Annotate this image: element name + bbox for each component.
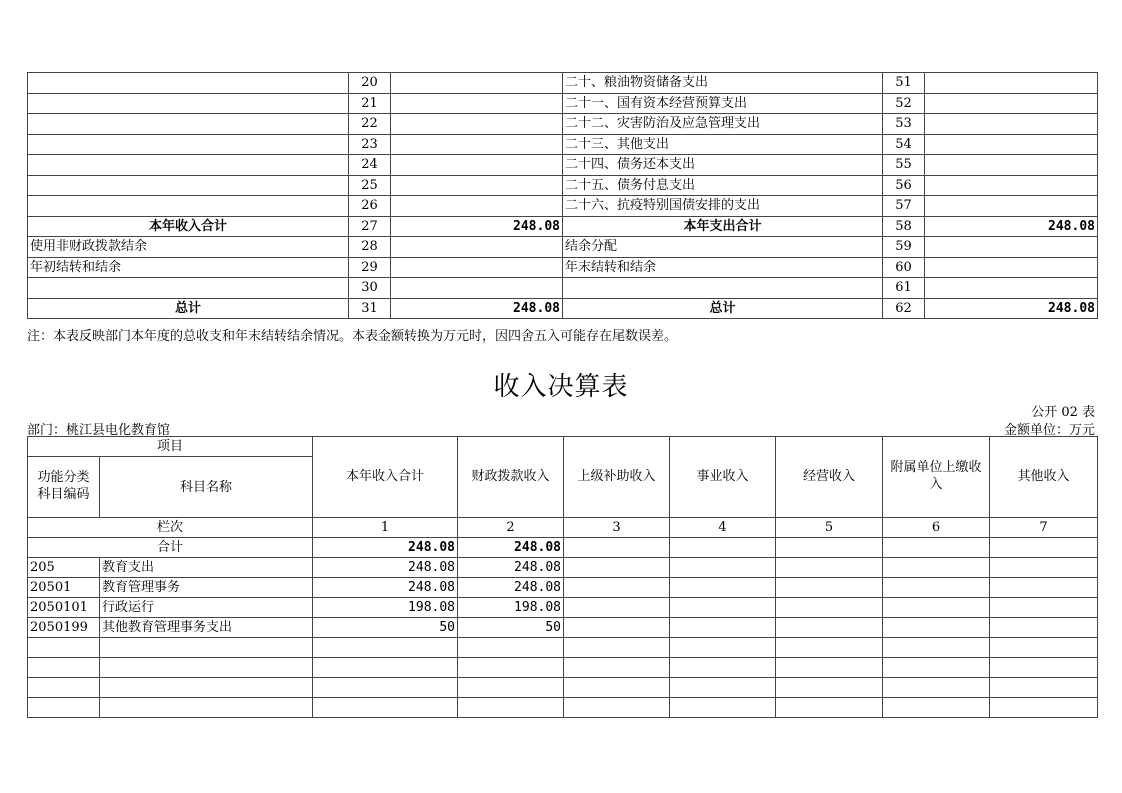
income-value [883, 618, 990, 638]
income-value [990, 658, 1098, 678]
income-value [564, 618, 670, 638]
right-item-label: 结余分配 [563, 237, 883, 258]
right-row-number: 53 [883, 114, 925, 135]
total-label: 合计 [28, 538, 313, 558]
income-value [458, 698, 564, 718]
right-item-label [563, 278, 883, 299]
income-value [776, 558, 883, 578]
summary-row [28, 134, 1098, 155]
left-item-label [28, 114, 349, 135]
left-item-label [28, 175, 349, 196]
total-row [28, 538, 1098, 558]
left-row-number: 22 [349, 114, 391, 135]
income-value [990, 638, 1098, 658]
income-value [670, 618, 776, 638]
func-code-header: 功能分类科目编码 [28, 457, 100, 518]
income-value [776, 638, 883, 658]
income-value [670, 578, 776, 598]
left-row-number: 23 [349, 134, 391, 155]
left-item-label [28, 278, 349, 299]
function-code: 2050199 [28, 618, 100, 638]
income-value [670, 558, 776, 578]
right-item-label: 二十二、灾害防治及应急管理支出 [563, 114, 883, 135]
income-value [990, 598, 1098, 618]
left-row-number: 21 [349, 93, 391, 114]
left-row-number: 26 [349, 196, 391, 217]
column-number: 1 [313, 518, 458, 538]
right-row-number: 57 [883, 196, 925, 217]
page-title: 收入决算表 [493, 372, 629, 402]
col-header-other-income: 其他收入 [990, 437, 1098, 518]
right-amount [925, 114, 1098, 135]
left-row-number: 29 [349, 257, 391, 278]
left-row-number: 28 [349, 237, 391, 258]
right-row-number: 54 [883, 134, 925, 155]
income-value [776, 618, 883, 638]
income-value [883, 638, 990, 658]
left-amount [391, 134, 563, 155]
table-row [28, 698, 1098, 718]
left-amount: 248.08 [391, 298, 563, 319]
income-value [564, 658, 670, 678]
income-value [883, 558, 990, 578]
total-value [776, 538, 883, 558]
subject-name [100, 698, 313, 718]
right-item-label: 二十六、抗疫特别国债安排的支出 [563, 196, 883, 217]
right-row-number: 59 [883, 237, 925, 258]
column-number: 5 [776, 518, 883, 538]
income-value [990, 698, 1098, 718]
table-row [28, 598, 1098, 618]
right-item-label: 二十一、国有资本经营预算支出 [563, 93, 883, 114]
right-row-number: 58 [883, 216, 925, 237]
total-value [564, 538, 670, 558]
total-value: 248.08 [313, 538, 458, 558]
income-value [564, 638, 670, 658]
function-code: 2050101 [28, 598, 100, 618]
total-value [990, 538, 1098, 558]
income-value [313, 698, 458, 718]
function-code [28, 658, 100, 678]
right-amount [925, 257, 1098, 278]
left-item-label [28, 93, 349, 114]
subject-name [100, 678, 313, 698]
header-row-1 [28, 437, 1098, 457]
income-value [990, 678, 1098, 698]
income-value [776, 598, 883, 618]
col-header-fiscal-appropriation: 财政拨款收入 [458, 437, 564, 518]
income-value: 50 [313, 618, 458, 638]
left-amount [391, 196, 563, 217]
income-value [776, 578, 883, 598]
income-value: 248.08 [458, 558, 564, 578]
income-value [990, 578, 1098, 598]
right-item-label: 二十、粮油物资储备支出 [563, 73, 883, 94]
income-value: 248.08 [458, 578, 564, 598]
right-amount [925, 155, 1098, 176]
income-value: 248.08 [313, 558, 458, 578]
summary-row [28, 155, 1098, 176]
left-row-number: 20 [349, 73, 391, 94]
income-table-body [28, 437, 1098, 718]
right-row-number: 62 [883, 298, 925, 319]
subject-name: 其他教育管理事务支出 [100, 618, 313, 638]
income-value [458, 658, 564, 678]
subject-name: 教育支出 [100, 558, 313, 578]
right-item-label: 二十三、其他支出 [563, 134, 883, 155]
col-header-total-income: 本年收入合计 [313, 437, 458, 518]
income-value [564, 558, 670, 578]
right-amount [925, 73, 1098, 94]
income-value [458, 638, 564, 658]
department-label: 部门：桃江县电化教育馆 [27, 423, 171, 438]
table-row [28, 638, 1098, 658]
income-value: 198.08 [313, 598, 458, 618]
right-row-number: 52 [883, 93, 925, 114]
income-value [883, 578, 990, 598]
table-row [28, 678, 1098, 698]
income-value [313, 658, 458, 678]
table-row [28, 618, 1098, 638]
right-item-label: 二十四、债务还本支出 [563, 155, 883, 176]
col-header-affiliated-income: 附属单位上缴收入 [883, 437, 990, 518]
subject-name: 行政运行 [100, 598, 313, 618]
income-value [776, 678, 883, 698]
right-amount [925, 134, 1098, 155]
left-row-number: 31 [349, 298, 391, 319]
left-amount [391, 175, 563, 196]
income-value [564, 678, 670, 698]
summary-row [28, 93, 1098, 114]
summary-row [28, 278, 1098, 299]
income-value [883, 678, 990, 698]
column-number: 3 [564, 518, 670, 538]
income-value [776, 698, 883, 718]
summary-row [28, 237, 1098, 258]
income-value: 248.08 [313, 578, 458, 598]
right-row-number: 56 [883, 175, 925, 196]
summary-row [28, 216, 1098, 237]
income-value [670, 598, 776, 618]
function-code [28, 638, 100, 658]
right-item-label: 年末结转和结余 [563, 257, 883, 278]
project-header: 项目 [28, 437, 313, 457]
col-header-superior-subsidy: 上级补助收入 [564, 437, 670, 518]
left-row-number: 24 [349, 155, 391, 176]
function-code [28, 678, 100, 698]
income-value [670, 678, 776, 698]
column-number: 2 [458, 518, 564, 538]
table-row [28, 578, 1098, 598]
right-item-label: 二十五、债务付息支出 [563, 175, 883, 196]
column-number: 6 [883, 518, 990, 538]
subject-name [100, 638, 313, 658]
income-value [670, 658, 776, 678]
right-amount [925, 278, 1098, 299]
column-number: 7 [990, 518, 1098, 538]
income-value [564, 578, 670, 598]
right-amount [925, 237, 1098, 258]
left-item-label: 总计 [28, 298, 349, 319]
right-amount: 248.08 [925, 216, 1098, 237]
summary-row [28, 257, 1098, 278]
left-item-label [28, 155, 349, 176]
subject-name: 教育管理事务 [100, 578, 313, 598]
left-row-number: 30 [349, 278, 391, 299]
right-item-label: 总计 [563, 298, 883, 319]
income-table [27, 436, 1098, 718]
summary-table-body [28, 73, 1098, 319]
summary-row [28, 196, 1098, 217]
income-value [990, 558, 1098, 578]
function-code: 20501 [28, 578, 100, 598]
column-number-label: 栏次 [28, 518, 313, 538]
table-note: 注：本表反映部门本年度的总收支和年末结转结余情况。本表金额转换为万元时，因四舍五入可能存在尾数误差。 [27, 329, 678, 344]
income-value [670, 698, 776, 718]
public-table-number: 公开 02 表 [1031, 405, 1095, 420]
col-header-operating-income: 经营收入 [776, 437, 883, 518]
summary-row [28, 298, 1098, 319]
col-header-business-income: 事业收入 [670, 437, 776, 518]
income-value [883, 698, 990, 718]
left-amount [391, 93, 563, 114]
left-amount [391, 114, 563, 135]
left-item-label [28, 196, 349, 217]
right-amount [925, 175, 1098, 196]
income-value [313, 638, 458, 658]
left-row-number: 25 [349, 175, 391, 196]
total-value [883, 538, 990, 558]
left-item-label [28, 73, 349, 94]
income-value [883, 598, 990, 618]
summary-row [28, 73, 1098, 94]
right-row-number: 51 [883, 73, 925, 94]
summary-table [27, 72, 1098, 319]
left-amount [391, 278, 563, 299]
amount-unit-label: 金额单位：万元 [1003, 423, 1095, 438]
summary-row [28, 175, 1098, 196]
left-item-label: 年初结转和结余 [28, 257, 349, 278]
table-row [28, 658, 1098, 678]
income-value: 198.08 [458, 598, 564, 618]
right-item-label: 本年支出合计 [563, 216, 883, 237]
function-code: 205 [28, 558, 100, 578]
subject-name [100, 658, 313, 678]
right-row-number: 61 [883, 278, 925, 299]
table-row [28, 558, 1098, 578]
total-value [670, 538, 776, 558]
income-value [564, 598, 670, 618]
income-value [990, 618, 1098, 638]
left-amount [391, 237, 563, 258]
income-value: 50 [458, 618, 564, 638]
income-value [776, 658, 883, 678]
left-amount [391, 257, 563, 278]
function-code [28, 698, 100, 718]
total-value: 248.08 [458, 538, 564, 558]
right-row-number: 55 [883, 155, 925, 176]
right-amount [925, 93, 1098, 114]
income-value [883, 658, 990, 678]
right-amount: 248.08 [925, 298, 1098, 319]
left-row-number: 27 [349, 216, 391, 237]
column-number-row [28, 518, 1098, 538]
income-value [564, 698, 670, 718]
left-amount [391, 155, 563, 176]
income-value [458, 678, 564, 698]
left-amount: 248.08 [391, 216, 563, 237]
left-item-label [28, 134, 349, 155]
left-item-label: 使用非财政拨款结余 [28, 237, 349, 258]
right-amount [925, 196, 1098, 217]
column-number: 4 [670, 518, 776, 538]
left-item-label: 本年收入合计 [28, 216, 349, 237]
summary-row [28, 114, 1098, 135]
right-row-number: 60 [883, 257, 925, 278]
income-value [313, 678, 458, 698]
income-value [670, 638, 776, 658]
subject-name-header: 科目名称 [100, 457, 313, 518]
left-amount [391, 73, 563, 94]
